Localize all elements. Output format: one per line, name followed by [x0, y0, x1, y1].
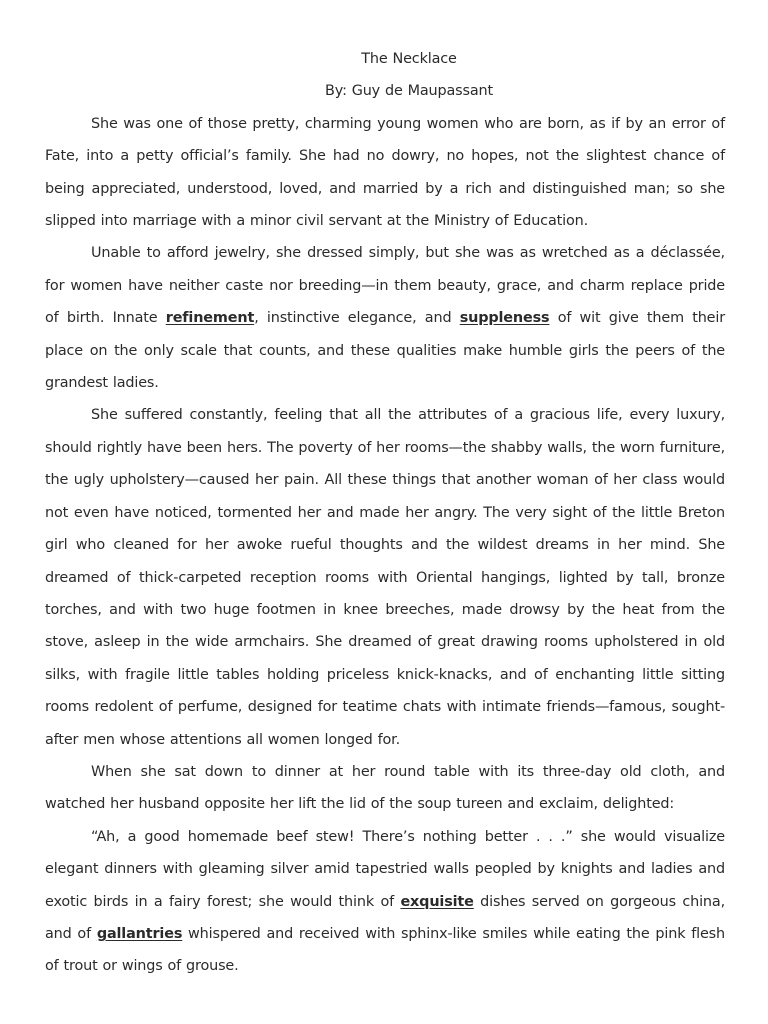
paragraph-text: Unable to afford jewelry, she dressed simply, but she was as wretched as a déclassée, for women have neither caste nor breeding—in them beauty, grace, and charm replace pride of birth. Innate — [45, 245, 725, 327]
vocab-word-suppleness: suppleness — [459, 310, 550, 327]
document-body — [45, 43, 725, 983]
paragraph-text: She was one of those pretty, charming young women who are born, as if by an error of Fate, into a petty official’s family. She had no dowry, no hopes, not the slightest chance of being appreciated, understood, loved, and married by a rich and distinguished man; so she slipped into marriage with a minor civil servant at the Ministry of Education. — [45, 115, 725, 230]
paragraph-text: dishes served on gorgeous china, and of — [45, 893, 725, 942]
paragraph-2 — [45, 237, 725, 399]
story-title: The Necklace — [361, 51, 457, 67]
paragraph-5 — [45, 821, 725, 983]
paragraph-text: , instinctive elegance, and — [254, 310, 460, 327]
paragraph-text: “Ah, a good homemade beef stew! There’s nothing better . . .” she would visualize elegant dinners with gleaming silver amid tapestried walls peopled by knights and ladies and exotic birds in a fairy forest; she would think of — [45, 828, 725, 910]
vocab-word-refinement: refinement — [165, 310, 255, 327]
paragraph-1 — [45, 108, 725, 238]
paragraph-text: She suffered constantly, feeling that all the attributes of a gracious life, every luxury, should rightly have been hers. The poverty of her rooms—the shabby walls, the worn furniture, the ugly upholstery—caused her pain. All these things that another woman of her class would not even have noticed, tormented her and made her angry. The very sight of the little Breton girl who cleaned for her awoke rueful thoughts and the wildest dreams in her mind. She dreamed of thick-carpeted reception rooms with Oriental hangings, lighted by tall, bronze torches, and with two huge footmen in knee breeches, made drowsy by the heat from the stove, asleep in the wide armchairs. She dreamed of great drawing rooms upholstered in old silks, with fragile little tables holding priceless knick-knacks, and of enchanting little sitting rooms redolent of perfume, designed for teatime chats with intimate friends—famous, sought-after men whose attentions all women longed for. — [45, 407, 725, 748]
paragraph-4 — [45, 756, 725, 821]
paragraph-text: of wit give them their place on the only scale that counts, and these qualities make humble girls the peers of the grandest ladies. — [45, 310, 726, 392]
paragraph-text: whispered and received with sphinx-like smiles while eating the pink flesh of trout or wings of grouse. — [45, 925, 725, 975]
story-byline: By: Guy de Maupassant — [325, 83, 493, 100]
vocab-word-gallantries: gallantries — [96, 925, 183, 942]
paragraph-3 — [45, 399, 725, 755]
paragraph-text: When she sat down to dinner at her round table with its three-day old cloth, and watched her husband opposite her lift the lid of the soup tureen and exclaim, delighted: — [45, 763, 725, 813]
vocab-word-exquisite: exquisite — [400, 893, 474, 910]
